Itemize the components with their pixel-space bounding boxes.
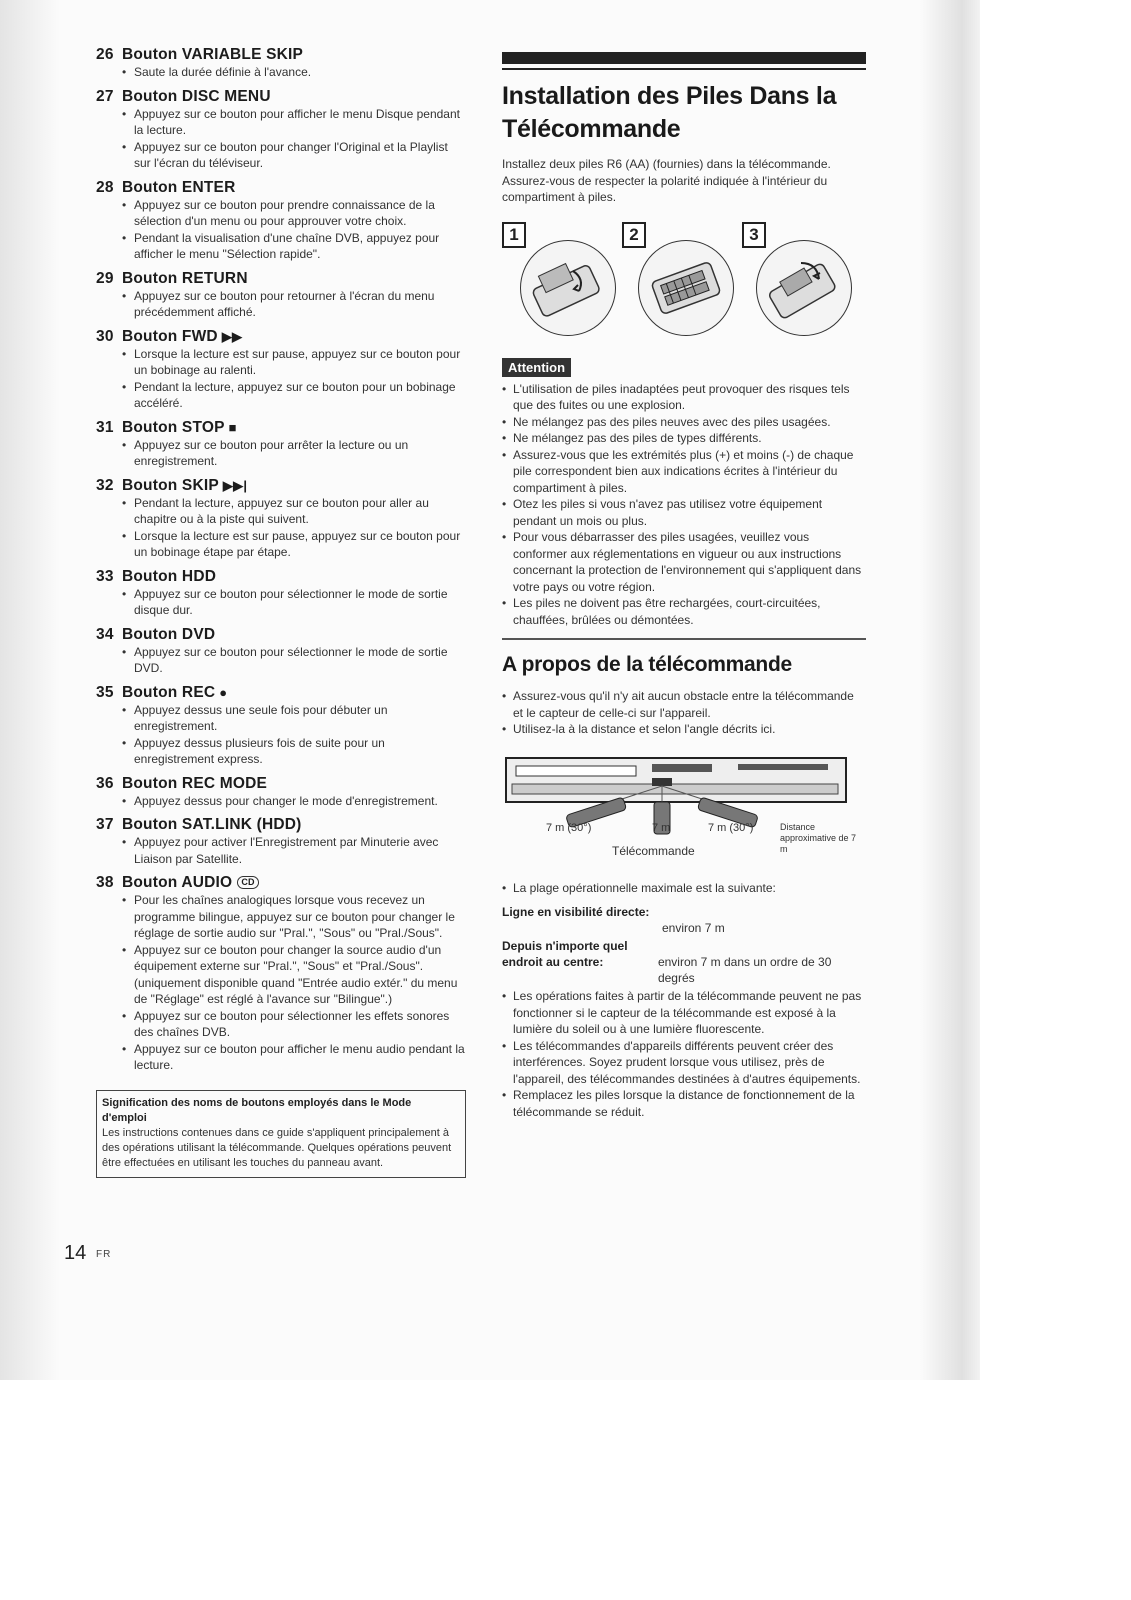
button-entry-title — [96, 774, 466, 793]
button-entry — [96, 87, 466, 172]
bullet-item: • Appuyez sur ce bouton pour sélectionner le mode de sortie DVD. — [122, 644, 466, 677]
bullet-item: • Lorsque la lecture est sur pause, appuyez sur ce bouton pour un bobinage au ralenti. — [122, 346, 466, 379]
bullet-item: • Appuyez sur ce bouton pour sélectionner le mode de sortie disque dur. — [122, 586, 466, 619]
bullet-item: • Appuyez pour activer l'Enregistrement par Minuterie avec Liaison par Satellite. — [122, 834, 466, 867]
distance-note: Distance approximative de 7 m — [780, 821, 857, 854]
button-entry-title — [96, 476, 466, 495]
bullet-item: • Les opérations faites à partir de la télécommande peuvent ne pas fonctionner si le capteur de la télécommande est exposé à la lumière du soleil ou à une lumière fluorescente. — [502, 988, 866, 1038]
button-entry-bullets — [96, 892, 466, 1074]
infobox-body: Les instructions contenues dans ce guide s'appliquent principalement à des opérations utilisant la télécommande. Quelques opérations peuvent être effectuées en utilisant les touches du panneau avant. — [102, 1126, 452, 1169]
step-2-insert-batteries-illustration — [638, 240, 734, 336]
angle-right-label: 7 m (30°) — [708, 821, 754, 834]
button-entry-title — [96, 625, 466, 644]
button-list — [96, 45, 466, 1074]
button-entry-bullets — [96, 644, 466, 677]
button-entry-name: Bouton SAT.LINK (HDD) — [122, 816, 302, 833]
page-edge-shadow — [920, 0, 980, 1380]
right-column — [502, 52, 866, 1120]
step-number-1: 1 — [502, 222, 526, 248]
button-entry — [96, 476, 466, 561]
range-label: Ligne en visibilité directe: — [502, 905, 650, 919]
button-entry — [96, 45, 466, 81]
range-row — [502, 938, 866, 986]
button-symbol-icon: ■ — [228, 419, 237, 435]
button-entry — [96, 683, 466, 768]
button-entry-name: Bouton HDD — [122, 567, 217, 585]
button-entry-name: Bouton AUDIO — [122, 874, 233, 891]
button-entry-number: 28 — [96, 178, 114, 196]
button-entry-title — [96, 873, 466, 892]
button-entry-name: Bouton SKIP — [122, 476, 219, 494]
range-intro: • La plage opérationnelle maximale est la suivante: — [502, 880, 866, 897]
section-title: Installation des Piles Dans la Télécommande — [502, 82, 837, 143]
bullet-item: • Appuyez dessus une seule fois pour débuter un enregistrement. — [122, 702, 466, 735]
button-entry-number: 29 — [96, 269, 114, 287]
button-entry-number: 33 — [96, 567, 114, 585]
button-entry-name: Bouton STOP — [122, 418, 225, 436]
button-entry — [96, 567, 466, 619]
button-entry-bullets — [96, 288, 466, 321]
button-entry-bullets — [96, 106, 466, 172]
bullet-item: • Assurez-vous que les extrémités plus (+) et moins (-) de chaque pile correspondent bien aux indications écrites à l'intérieur du compartiment à piles. — [502, 447, 866, 497]
button-entry-bullets — [96, 437, 466, 470]
bullet-item: • Pendant la visualisation d'une chaîne DVB, appuyez pour afficher le menu "Sélection rapide". — [122, 230, 466, 263]
section-divider — [502, 638, 866, 640]
button-entry-name: Bouton REC MODE — [122, 774, 268, 792]
step-3-close-cover-illustration — [756, 240, 852, 336]
button-entry-number: 32 — [96, 476, 114, 494]
step-number-2: 2 — [622, 222, 646, 248]
button-symbol-icon: ▶▶| — [222, 477, 248, 493]
button-entry-number: 26 — [96, 46, 114, 63]
button-entry — [96, 269, 466, 321]
bullet-item: • Appuyez sur ce bouton pour changer la source audio d'un équipement externe sur "Pral.", "Sous" et "Pral./Sous". (uniquement disponible quand "Entrée audio extér." du menu de "Réglage" est réglé à l'avance sur "Bilingue".) — [122, 942, 466, 1008]
button-entry-bullets — [96, 346, 466, 412]
button-entry-bullets — [96, 702, 466, 768]
section-header-rule — [502, 68, 866, 70]
button-entry-title — [96, 45, 466, 64]
bullet-item: • Pendant la lecture, appuyez sur ce bouton pour un bobinage accéléré. — [122, 379, 466, 412]
button-entry-title — [96, 269, 466, 288]
button-entry-number: 37 — [96, 816, 114, 833]
button-entry-bullets — [96, 834, 466, 867]
button-entry — [96, 178, 466, 263]
button-entry-title — [96, 567, 466, 586]
bullet-item: • Appuyez sur ce bouton pour arrêter la lecture ou un enregistrement. — [122, 437, 466, 470]
remote-range-diagram — [502, 750, 866, 880]
bullet-item: • Les télécommandes d'appareils différents peuvent créer des interférences. Soyez prudent lorsque vous utilisez, près de l'appareil, des télécommandes destinées à d'autres équipements. — [502, 1038, 866, 1088]
button-entry-bullets — [96, 64, 466, 81]
language-code: FR — [96, 1249, 112, 1260]
range-table — [502, 904, 866, 986]
range-value: environ 7 m — [662, 921, 725, 935]
button-entry-number: 30 — [96, 327, 114, 345]
bullet-item: • Appuyez sur ce bouton pour afficher le menu audio pendant la lecture. — [122, 1041, 466, 1074]
button-entry — [96, 418, 466, 470]
range-value: environ 7 m dans un ordre de 30 degrés — [657, 955, 832, 985]
remote-subtitle: A propos de la télécommande — [502, 653, 792, 676]
button-entry — [96, 815, 466, 867]
bullet-item: • Appuyez sur ce bouton pour sélectionner les effets sonores des chaînes DVB. — [122, 1008, 466, 1041]
bullet-item: • Utilisez-la à la distance et selon l'angle décrits ici. — [502, 721, 866, 738]
button-entry-number: 34 — [96, 625, 114, 643]
bullet-item: • L'utilisation de piles inadaptées peut provoquer des risques tels que des fuites ou une explosion. — [502, 381, 866, 414]
button-entry-name: Bouton DVD — [122, 625, 216, 643]
distance-center-label: 7 m — [652, 821, 671, 834]
button-entry-name: Bouton ENTER — [122, 178, 236, 196]
remote-label: Télécommande — [612, 843, 695, 858]
button-entry — [96, 774, 466, 810]
bullet-item: • Appuyez sur ce bouton pour prendre connaissance de la sélection d'un menu ou pour approuver votre choix. — [122, 197, 466, 230]
button-entry — [96, 873, 466, 1074]
button-entry-number: 27 — [96, 87, 114, 105]
battery-steps — [502, 222, 866, 350]
bullet-item: • Ne mélangez pas des piles neuves avec des piles usagées. — [502, 414, 866, 431]
button-entry-number: 31 — [96, 418, 114, 436]
left-column — [96, 45, 466, 1178]
button-entry-name: Bouton FWD — [122, 327, 218, 345]
button-entry-name: Bouton DISC MENU — [122, 87, 271, 105]
angle-left-label: 7 m (30°) — [546, 821, 592, 834]
step-1-open-cover-illustration — [520, 240, 616, 336]
bullet-item: • Appuyez sur ce bouton pour retourner à l'écran du menu précédemment affiché. — [122, 288, 466, 321]
range-label: Depuis n'importe quel endroit au centre: — [502, 939, 628, 969]
bullet-item: • Appuyez dessus plusieurs fois de suite pour un enregistrement express. — [122, 735, 466, 768]
button-entry-bullets — [96, 586, 466, 619]
button-entry-title — [96, 178, 466, 197]
bullet-item: • Ne mélangez pas des piles de types différents. — [502, 430, 866, 447]
infobox-title: Signification des noms de boutons employés dans le Mode d'emploi — [102, 1096, 412, 1124]
button-entry — [96, 327, 466, 412]
button-entry-title — [96, 815, 466, 834]
button-entry-name: Bouton RETURN — [122, 269, 248, 287]
button-entry-bullets — [96, 793, 466, 810]
bullet-item: • Appuyez sur ce bouton pour changer l'Original et la Playlist sur l'écran du téléviseur. — [122, 139, 466, 172]
bullet-item: • Les piles ne doivent pas être rechargées, court-circuitées, chauffées, brûlées ou démontées. — [502, 595, 866, 628]
button-entry-number: 38 — [96, 874, 114, 891]
section-header-bar — [502, 52, 866, 64]
bullet-item: • Assurez-vous qu'il n'y ait aucun obstacle entre la télécommande et le capteur de celle-ci sur l'appareil. — [502, 688, 866, 721]
bullet-item: • Pour les chaînes analogiques lorsque vous recevez un programme bilingue, appuyez sur ce bouton pour changer le réglage de sortie audio sur "Pral.", "Sous" ou "Pral./Sous". — [122, 892, 466, 942]
button-entry-name: Bouton REC — [122, 683, 216, 701]
bullet-item: • Lorsque la lecture est sur pause, appuyez sur ce bouton pour un bobinage étape par étape. — [122, 528, 466, 561]
range-row — [502, 904, 866, 936]
button-entry-name: Bouton VARIABLE SKIP — [122, 46, 304, 63]
button-entry-bullets — [96, 197, 466, 263]
about-remote-list — [502, 688, 866, 738]
button-entry-bullets — [96, 495, 466, 561]
bullet-item: • Saute la durée définie à l'avance. — [122, 64, 466, 81]
range-intro-list — [502, 880, 866, 897]
install-intro: Installez deux piles R6 (AA) (fournies) dans la télécommande. Assurez-vous de respecter la polarité indiquée à l'intérieur du compartiment à piles. — [502, 157, 831, 204]
attention-list — [502, 381, 866, 629]
button-symbol-icon: ● — [219, 684, 228, 700]
button-entry-title — [96, 418, 466, 437]
bullet-item: • Otez les piles si vous n'avez pas utilisez votre équipement pendant un mois ou plus. — [502, 496, 866, 529]
button-entry-number: 35 — [96, 683, 114, 701]
step-number-3: 3 — [742, 222, 766, 248]
button-entry-title — [96, 683, 466, 702]
bullet-item: • Pour vous débarrasser des piles usagées, veuillez vous conformer aux réglementations en vigueur ou aux instructions concernant la protection de l'environnement qui s'appliquent dans votre pays ou votre région. — [502, 529, 866, 595]
attention-badge: Attention — [502, 358, 571, 377]
button-names-infobox — [96, 1090, 466, 1178]
bullet-item: • Appuyez sur ce bouton pour afficher le menu Disque pendant la lecture. — [122, 106, 466, 139]
button-symbol-icon: ▶▶ — [221, 328, 243, 344]
button-entry-number: 36 — [96, 774, 114, 792]
page-gutter-shadow — [0, 0, 60, 1380]
page-number: 14 — [64, 1242, 87, 1264]
button-entry-title — [96, 87, 466, 106]
button-entry — [96, 625, 466, 677]
remote-notes-list — [502, 988, 866, 1120]
bullet-item: • Pendant la lecture, appuyez sur ce bouton pour aller au chapitre ou à la piste qui suivent. — [122, 495, 466, 528]
bullet-item: • Remplacez les piles lorsque la distance de fonctionnement de la télécommande se réduit. — [502, 1087, 866, 1120]
button-entry-title — [96, 327, 466, 346]
cd-badge-icon: CD — [237, 876, 258, 889]
bullet-item: • Appuyez dessus pour changer le mode d'enregistrement. — [122, 793, 466, 810]
